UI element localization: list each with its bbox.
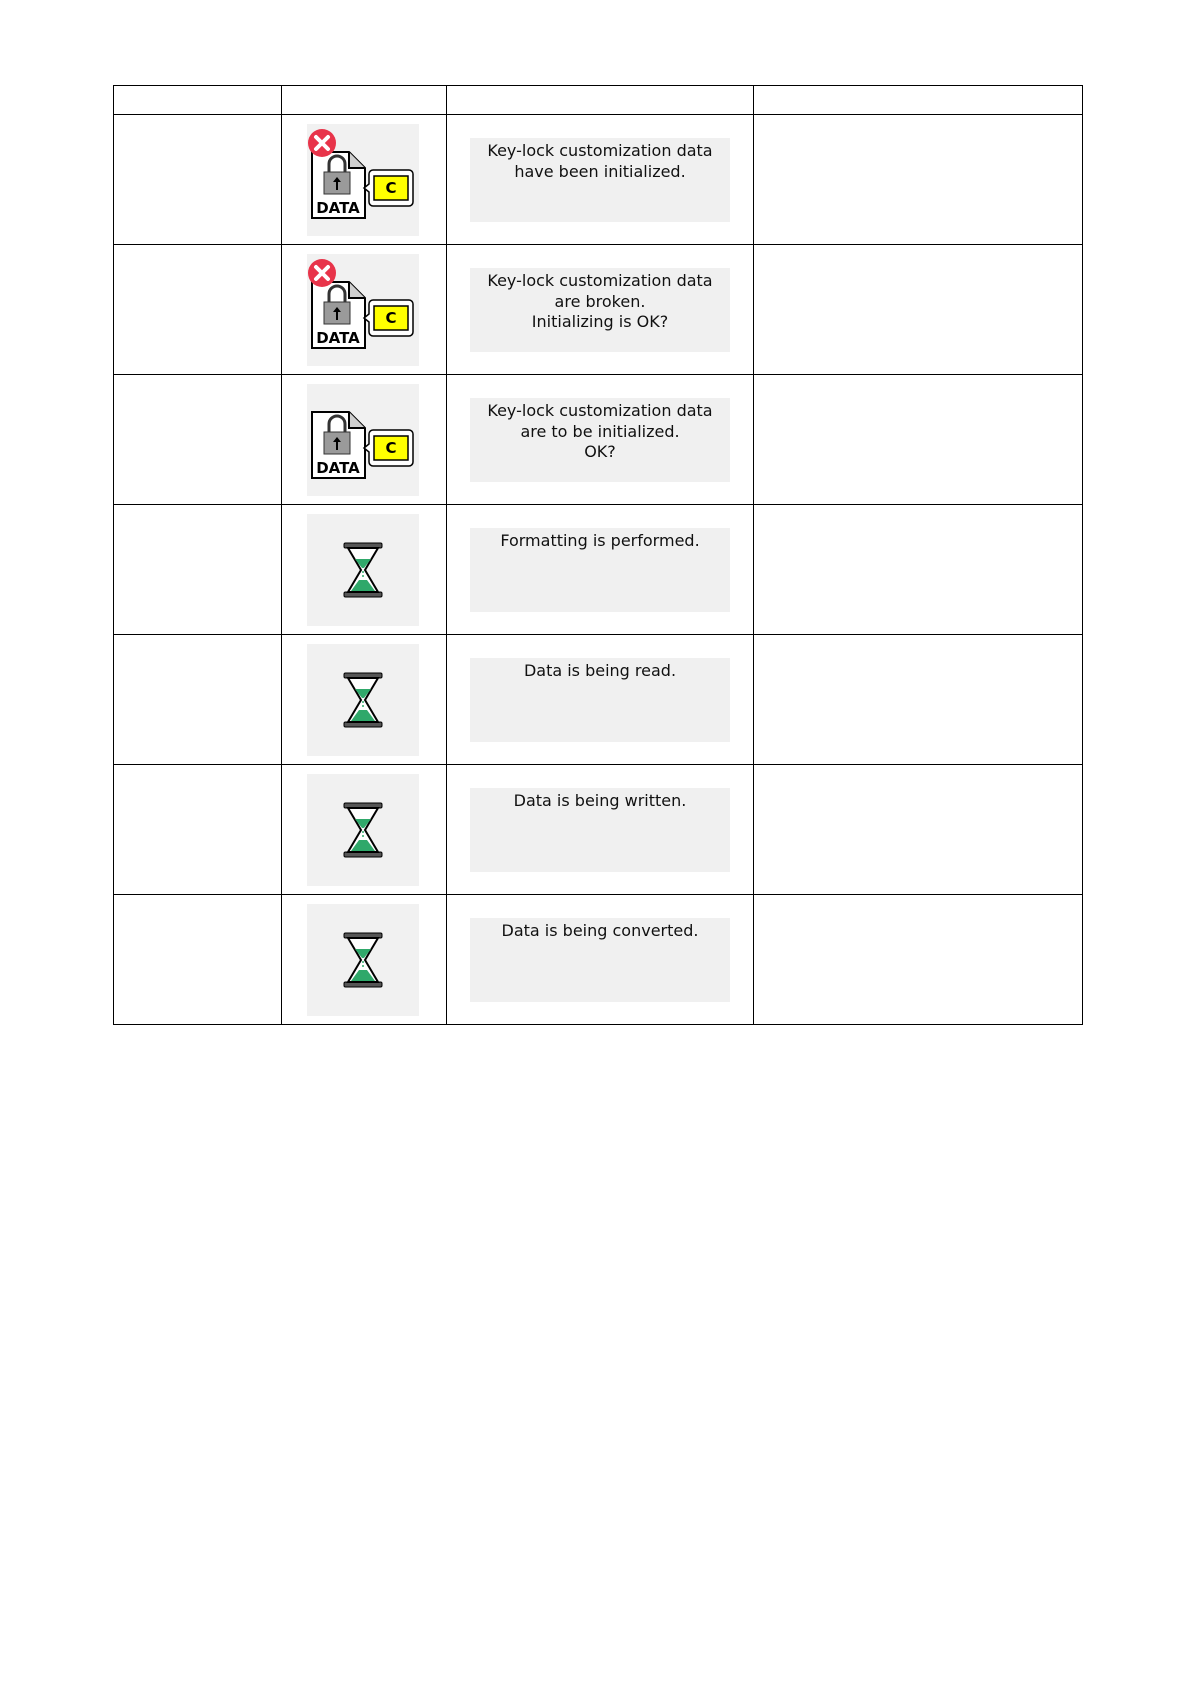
key-label: C [385,179,397,197]
message-line: Formatting is performed. [500,531,700,550]
table-header-row [114,86,1083,115]
key-lock-data-error-icon [307,124,419,236]
code-cell [114,245,282,375]
message-table [113,85,1083,1025]
icon-cell [282,115,447,245]
message-cell [447,895,754,1025]
message-cell [447,635,754,765]
message-line: are broken. [554,291,646,311]
message-line: Key-lock customization data [487,271,713,290]
description-cell [754,505,1083,635]
table-row [114,245,1083,375]
hourglass-icon [307,514,419,626]
message-cell [447,765,754,895]
icon-cell [282,505,447,635]
icon-cell [282,765,447,895]
hourglass-icon [307,774,419,886]
code-cell [114,505,282,635]
description-cell [754,635,1083,765]
code-cell [114,635,282,765]
description-cell [754,245,1083,375]
data-label: DATA [316,459,360,477]
message-line: OK? [584,442,616,461]
hourglass-icon [307,904,419,1016]
data-label: DATA [316,199,360,217]
key-lock-data-confirm-icon [307,384,419,496]
message-box [470,398,730,482]
message-line: have been initialized. [514,161,686,181]
message-cell [447,245,754,375]
code-cell [114,765,282,895]
message-box [470,528,730,612]
header-cell-4 [754,86,1083,115]
table-row [114,375,1083,505]
message-box [470,658,730,742]
icon-cell [282,245,447,375]
header-cell-2 [282,86,447,115]
description-cell [754,895,1083,1025]
message-cell [447,505,754,635]
message-line: Key-lock customization data [487,401,713,420]
table-row [114,505,1083,635]
message-box [470,788,730,872]
hourglass-icon [307,644,419,756]
message-box [470,268,730,352]
key-lock-data-error-icon [307,254,419,366]
message-box [470,138,730,222]
table-row [114,635,1083,765]
data-label: DATA [316,329,360,347]
key-label: C [385,439,397,457]
code-cell [114,375,282,505]
message-line: Initializing is OK? [531,312,669,331]
description-cell [754,375,1083,505]
table-row [114,115,1083,245]
description-cell [754,765,1083,895]
header-cell-3 [447,86,754,115]
description-cell [754,115,1083,245]
message-cell [447,375,754,505]
key-label: C [385,309,397,327]
code-cell [114,115,282,245]
icon-cell [282,375,447,505]
message-cell [447,115,754,245]
message-line: Data is being read. [523,661,677,680]
icon-cell [282,895,447,1025]
table-row [114,765,1083,895]
message-line: are to be initialized. [520,421,680,441]
message-line: Key-lock customization data [487,141,713,160]
message-box [470,918,730,1002]
message-line: Data is being converted. [501,921,699,940]
icon-cell [282,635,447,765]
header-cell-1 [114,86,282,115]
table-row [114,895,1083,1025]
message-line: Data is being written. [513,791,687,810]
code-cell [114,895,282,1025]
